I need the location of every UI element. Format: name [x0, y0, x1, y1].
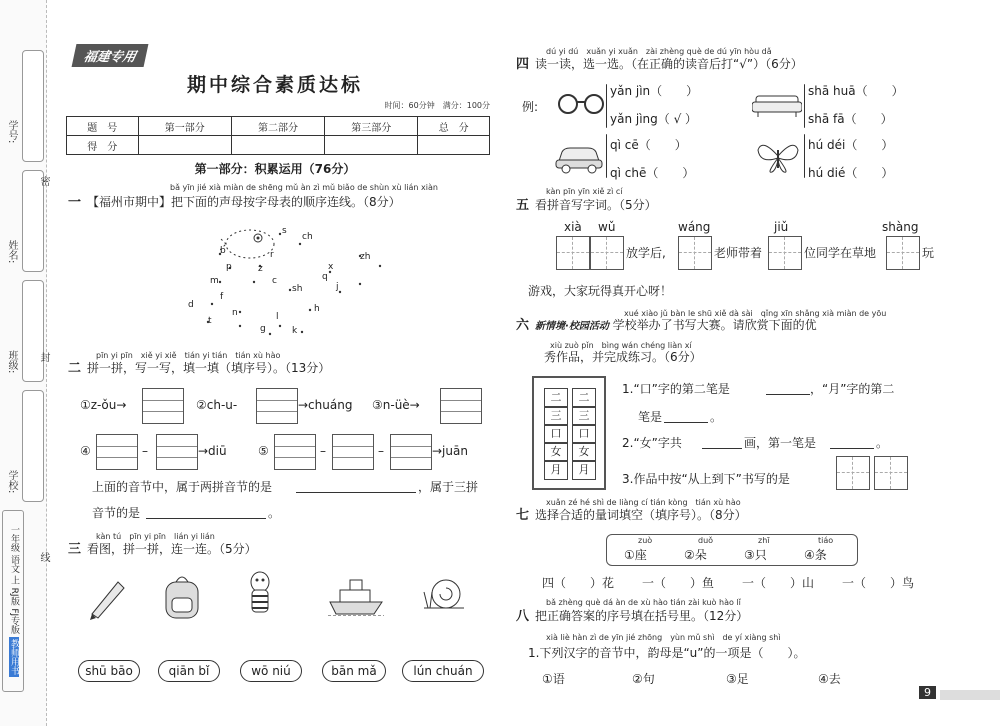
- score-table: [66, 116, 490, 155]
- score-header-cell: 题 号: [67, 117, 139, 136]
- question-text: 读一读，选一选。（在正确的读音后打“√”）（6分）: [535, 57, 803, 71]
- writing-grid[interactable]: [556, 236, 590, 270]
- writing-grid[interactable]: [678, 236, 712, 270]
- book-spine-brand: 教师用书: [9, 639, 19, 676]
- spell-item: ②ch-u-: [196, 398, 238, 412]
- question-pinyin: kàn pīn yīn xiě zì cí: [546, 187, 623, 196]
- bank-pinyin: tiáo: [818, 536, 834, 545]
- artwork-char: 口: [544, 424, 568, 444]
- fill-sentence: ，属于三拼: [418, 480, 479, 494]
- question-6-heading: [516, 318, 817, 334]
- school-box[interactable]: [22, 390, 44, 502]
- artwork-char: 二: [544, 388, 568, 408]
- pinyin-cue: jiǔ: [774, 220, 789, 234]
- name-label: 姓名:: [6, 240, 17, 264]
- dot-to-dot-dots: [200, 222, 400, 342]
- question-1-heading: [68, 195, 401, 210]
- score-header-cell: 第一部分: [138, 117, 231, 136]
- spell-result: →chuáng: [298, 398, 353, 412]
- artwork-char: 月: [572, 460, 596, 480]
- answer-line[interactable]: [146, 518, 266, 519]
- score-label-cell: 得 分: [67, 136, 139, 155]
- letter-label: sh: [292, 284, 303, 294]
- option-brace: [804, 84, 805, 128]
- seal-mark: 封: [38, 352, 49, 362]
- artwork-char: 女: [544, 442, 568, 462]
- letter-label: l: [276, 312, 279, 322]
- sub-question: 3.作品中按“从上到下”书写的是: [622, 472, 790, 486]
- score-header-cell: 第三部分: [325, 117, 418, 136]
- question-2-heading: [68, 361, 330, 376]
- pinyin-cue: wǔ: [598, 220, 616, 234]
- sofa-icon: [752, 92, 802, 118]
- question-text: 看拼音写字词。（5分）: [535, 198, 657, 212]
- artwork-char: 三: [544, 406, 568, 426]
- reading-option[interactable]: yǎn jìng（ √ ）: [610, 112, 698, 126]
- answer-box[interactable]: [256, 388, 298, 424]
- question-3-heading: [68, 542, 257, 557]
- question-text: 【福州市期中】把下面的声母按字母表的顺序连线。（8分）: [87, 195, 401, 209]
- reading-option[interactable]: qì cē（ ）: [610, 138, 687, 152]
- sentence-text: 位同学在草地: [804, 246, 877, 260]
- letter-label: x: [328, 262, 334, 272]
- bank-word: ①座: [624, 548, 647, 562]
- question-pinyin: kàn tú pīn yi pīn lián yi lián: [96, 532, 215, 541]
- writing-grid[interactable]: [874, 456, 908, 490]
- question-pinyin: pīn yi pīn xiě yi xiě tián yi tián tián xù hào: [96, 351, 281, 360]
- letter-label: g: [260, 324, 266, 334]
- sub-question-pinyin: xià liè hàn zì de yīn jié zhōng yùn mǔ shì de yí xiàng shì: [546, 633, 781, 642]
- answer-line[interactable]: [702, 448, 742, 449]
- snail-icon: [420, 574, 468, 614]
- class-box[interactable]: [22, 280, 44, 382]
- answer-box[interactable]: [332, 434, 374, 470]
- score-header-cell: 总 分: [418, 117, 490, 136]
- score-input-cell[interactable]: [138, 136, 231, 155]
- question-text: 把正确答案的序号填在括号里。（12分）: [535, 609, 749, 623]
- letter-label: d: [188, 300, 194, 310]
- question-number: 六: [516, 318, 530, 333]
- region-tag: 福建专用: [72, 44, 149, 67]
- answer-box[interactable]: [390, 434, 432, 470]
- option-brace: [606, 84, 607, 128]
- dash-separator: –: [142, 444, 148, 458]
- question-8-heading: [516, 609, 748, 624]
- question-text: 拼一拼，写一写，填一填（填序号）。（13分）: [87, 361, 331, 375]
- answer-choice[interactable]: ④去: [818, 672, 841, 686]
- writing-grid[interactable]: [836, 456, 870, 490]
- class-label: 班级:: [6, 350, 17, 374]
- example-label: 例:: [522, 100, 539, 114]
- answer-line[interactable]: [296, 492, 416, 493]
- answer-box[interactable]: [274, 434, 316, 470]
- writing-grid[interactable]: [886, 236, 920, 270]
- letter-label: k: [292, 326, 298, 336]
- answer-box[interactable]: [156, 434, 198, 470]
- answer-line[interactable]: [830, 448, 874, 449]
- pinyin-option[interactable]: lún chuán: [402, 660, 484, 682]
- pinyin-option[interactable]: qiān bǐ: [158, 660, 220, 682]
- answer-box[interactable]: [96, 434, 138, 470]
- letter-label: j: [336, 282, 339, 292]
- bank-pinyin: zhī: [758, 536, 770, 545]
- question-pinyin: xiù zuò pǐn bìng wán chéng liàn xí: [550, 341, 692, 350]
- question-number: 七: [516, 508, 530, 523]
- question-text: 学校举办了书写大赛。请欣赏下面的优: [612, 318, 817, 332]
- letter-label: m: [210, 276, 219, 286]
- reading-option[interactable]: hú dié（ ）: [808, 166, 894, 180]
- bank-pinyin: duǒ: [698, 536, 714, 545]
- glasses-icon: [556, 92, 606, 116]
- artwork-char: 三: [572, 406, 596, 426]
- fill-sentence: 上面的音节中，属于两拼音节的是: [92, 480, 273, 494]
- reading-option[interactable]: hú déi（ ）: [808, 138, 894, 152]
- fill-sentence: 。: [268, 506, 281, 520]
- answer-box[interactable]: [440, 388, 482, 424]
- sentence-text: 老师带着: [714, 246, 763, 260]
- zebra-icon: [240, 568, 280, 620]
- sentence-text: 游戏，大家玩得真开心呀！: [528, 284, 673, 298]
- measure-word-blank[interactable]: 一（ ）山: [742, 576, 815, 590]
- question-text-cont: 秀作品，并完成练习。（6分）: [544, 350, 702, 364]
- letter-label: c: [272, 276, 277, 286]
- sub-question: 2.“女”字共: [622, 436, 682, 450]
- pinyin-option[interactable]: shū bāo: [78, 660, 140, 682]
- reading-option[interactable]: shā fā（ ）: [808, 112, 893, 126]
- ship-icon: [328, 574, 384, 616]
- right-column: [512, 0, 948, 726]
- backpack-icon: [162, 572, 202, 620]
- artwork-char: 二: [572, 388, 596, 408]
- page-number-bar: [940, 690, 1000, 700]
- bank-word: ②朵: [684, 548, 707, 562]
- sub-question: 画，第一笔是: [744, 436, 817, 450]
- new-badge: 新情境·校园活动: [535, 321, 609, 332]
- sentence-text: 放学后,: [626, 246, 666, 260]
- butterfly-icon: [756, 138, 800, 176]
- sentence-text: 玩: [922, 246, 935, 260]
- page-number: 9: [919, 686, 936, 699]
- letter-label: b: [220, 246, 226, 256]
- pinyin-option[interactable]: wō niú: [240, 660, 302, 682]
- letter-label: q: [322, 272, 328, 282]
- letter-label: ch: [302, 232, 313, 242]
- part-heading: 第一部分：积累运用（76分）: [194, 162, 356, 176]
- reading-option[interactable]: qì chē（ ）: [610, 166, 695, 180]
- answer-box[interactable]: [142, 388, 184, 424]
- score-input-cell[interactable]: [325, 136, 418, 155]
- option-brace: [606, 134, 607, 178]
- question-text: 看图，拼一拼，连一连。（5分）: [87, 542, 257, 556]
- score-input-cell[interactable]: [231, 136, 324, 155]
- dash-separator: –: [378, 444, 384, 458]
- sub-question: ，“月”字的第二: [810, 382, 895, 396]
- measure-word-blank[interactable]: 四（ ）花: [542, 576, 615, 590]
- answer-line[interactable]: [766, 394, 810, 395]
- answer-choice[interactable]: ②句: [632, 672, 655, 686]
- option-brace: [804, 134, 805, 178]
- bank-word: ④条: [804, 548, 827, 562]
- question-number: 一: [68, 195, 82, 210]
- letter-label: p: [226, 262, 232, 272]
- writing-grid[interactable]: [768, 236, 802, 270]
- bank-pinyin: zuò: [638, 536, 653, 545]
- artwork-char: 月: [544, 460, 568, 480]
- spell-item: ④: [80, 444, 91, 458]
- answer-choice[interactable]: ①语: [542, 672, 565, 686]
- letter-label: r: [270, 250, 274, 260]
- seal-mark: 线: [38, 552, 49, 562]
- bank-word: ③只: [744, 548, 767, 562]
- question-number: 二: [68, 361, 82, 376]
- spell-item: ①z-ǒu→: [80, 398, 127, 412]
- pencil-icon: [86, 576, 130, 620]
- sub-question: 。: [876, 436, 889, 450]
- question-pinyin: xuǎn zé hé shì de liàng cí tián kòng tián xù hào: [546, 498, 741, 507]
- spell-result: →juān: [432, 444, 468, 458]
- letter-label: zh: [360, 252, 371, 262]
- question-pinyin: bǎ zhèng què dá àn de xù hào tián zài kuò hào lǐ: [546, 598, 741, 607]
- answer-choice[interactable]: ③足: [726, 672, 749, 686]
- binding-strip: [0, 0, 47, 726]
- sub-question: 1.下列汉字的音节中，韵母是“u”的一项是（ ）。: [528, 646, 806, 660]
- pinyin-option[interactable]: bān mǎ: [322, 660, 386, 682]
- dash-separator: –: [320, 444, 326, 458]
- school-label: 学校:: [6, 470, 17, 494]
- spell-item: ⑤: [258, 444, 269, 458]
- book-spine-text: 一年级 语文 上 RJ版 FJ专版: [9, 524, 19, 635]
- artwork-char: 女: [572, 442, 596, 462]
- question-pinyin: bǎ yīn jié xià miàn de shēng mǔ àn zì mǔ biǎo de shùn xù lián xiàn: [170, 183, 438, 192]
- seal-mark: 密: [38, 176, 49, 186]
- letter-label: h: [314, 304, 320, 314]
- question-text: 选择合适的量词填空（填序号）。（8分）: [535, 508, 747, 522]
- student-number-box[interactable]: [22, 50, 44, 162]
- letter-label: n: [232, 308, 238, 318]
- sub-question: 。: [710, 410, 723, 424]
- question-number: 三: [68, 542, 82, 557]
- fill-sentence: 音节的是: [92, 506, 141, 520]
- question-7-heading: [516, 508, 747, 523]
- score-input-cell[interactable]: [418, 136, 490, 155]
- left-column: [60, 0, 490, 726]
- score-header-cell: 第二部分: [231, 117, 324, 136]
- car-icon: [554, 142, 604, 174]
- artwork-char: 口: [572, 424, 596, 444]
- question-4-heading: [516, 57, 803, 72]
- letter-label: t: [208, 316, 212, 326]
- reading-option[interactable]: shā huā（ ）: [808, 84, 904, 98]
- question-number: 八: [516, 609, 530, 624]
- student-number-label: 学号:: [6, 120, 17, 144]
- reading-option[interactable]: yǎn jìn（ ）: [610, 84, 699, 98]
- letter-label: z: [258, 264, 263, 274]
- pinyin-cue: wáng: [678, 220, 711, 234]
- question-pinyin: dú yi dú xuǎn yi xuǎn zài zhèng què de dú yīn hòu dǎ: [546, 47, 772, 56]
- pinyin-cue: xià: [564, 220, 582, 234]
- book-spine: [2, 510, 24, 692]
- question-pinyin: xué xiào jǔ bàn le shū xiě dà sài qǐng xīn shǎng xià miàn de yōu: [624, 309, 887, 318]
- page-title: 期中综合素质达标: [186, 74, 363, 96]
- spell-item: ③n-üè→: [372, 398, 420, 412]
- sub-question: 1.“口”字的第二笔是: [622, 382, 730, 396]
- pinyin-cue: shàng: [882, 220, 919, 234]
- writing-grid[interactable]: [590, 236, 624, 270]
- answer-line[interactable]: [664, 422, 708, 423]
- question-number: 五: [516, 198, 530, 213]
- exam-meta: 时间：60分钟 满分：100分: [384, 101, 490, 110]
- letter-label: s: [282, 226, 287, 236]
- sub-question: 笔是: [638, 410, 663, 424]
- calligraphy-artwork: [532, 376, 606, 490]
- measure-word-blank[interactable]: 一（ ）鸟: [842, 576, 915, 590]
- spell-result: →diū: [198, 444, 227, 458]
- question-number: 四: [516, 57, 530, 72]
- measure-word-blank[interactable]: 一（ ）鱼: [642, 576, 715, 590]
- letter-label: f: [220, 292, 224, 302]
- question-5-heading: [516, 198, 657, 213]
